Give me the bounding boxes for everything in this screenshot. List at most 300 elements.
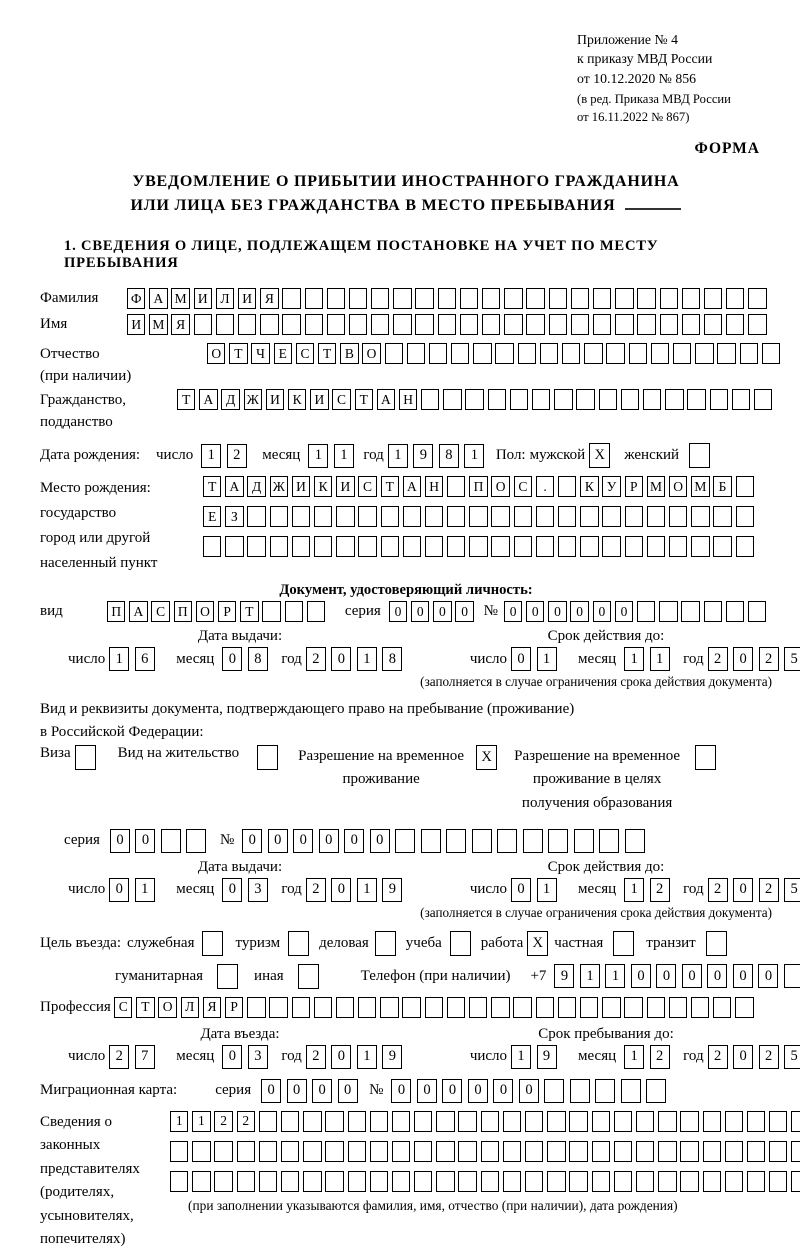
char-box[interactable] (576, 389, 594, 410)
char-box[interactable] (247, 506, 265, 527)
char-box[interactable] (791, 1141, 800, 1162)
char-box[interactable] (703, 1141, 721, 1162)
char-box[interactable] (748, 314, 766, 335)
char-box[interactable]: О (158, 997, 176, 1018)
char-box[interactable] (472, 829, 492, 853)
char-box[interactable]: М (647, 476, 665, 497)
char-box[interactable]: Е (203, 506, 221, 527)
char-box[interactable] (292, 997, 310, 1018)
char-box[interactable] (748, 288, 766, 309)
char-box[interactable]: 0 (519, 1079, 539, 1103)
char-box[interactable]: 2 (708, 647, 728, 671)
char-box[interactable] (460, 314, 478, 335)
char-box[interactable] (305, 314, 323, 335)
char-box[interactable] (736, 536, 754, 557)
char-box[interactable]: 8 (248, 647, 268, 671)
char-box[interactable] (281, 1141, 299, 1162)
char-box[interactable] (259, 1171, 277, 1192)
char-box[interactable]: 0 (338, 1079, 358, 1103)
char-box[interactable] (385, 343, 403, 364)
char-box[interactable] (732, 389, 750, 410)
visa-checkbox[interactable] (75, 745, 96, 770)
char-box[interactable] (704, 601, 722, 622)
char-box[interactable] (282, 288, 300, 309)
char-box[interactable] (592, 1111, 610, 1132)
char-box[interactable] (504, 288, 522, 309)
char-box[interactable] (314, 536, 332, 557)
char-box[interactable]: 2 (214, 1111, 232, 1132)
char-box[interactable] (570, 1079, 590, 1103)
char-box[interactable]: О (196, 601, 214, 622)
char-box[interactable] (747, 1171, 765, 1192)
char-box[interactable] (395, 829, 415, 853)
char-box[interactable]: 0 (411, 601, 429, 622)
char-box[interactable] (415, 314, 433, 335)
char-box[interactable]: 0 (548, 601, 566, 622)
char-box[interactable] (602, 506, 620, 527)
char-box[interactable] (451, 343, 469, 364)
char-box[interactable]: Ж (244, 389, 262, 410)
char-box[interactable] (624, 997, 642, 1018)
char-box[interactable] (314, 997, 332, 1018)
char-box[interactable]: Д (221, 389, 239, 410)
char-box[interactable] (458, 1141, 476, 1162)
char-box[interactable] (370, 1141, 388, 1162)
char-box[interactable] (403, 536, 421, 557)
char-box[interactable]: 0 (417, 1079, 437, 1103)
char-box[interactable] (237, 1141, 255, 1162)
char-box[interactable] (325, 1111, 343, 1132)
char-box[interactable] (680, 1111, 698, 1132)
char-box[interactable]: 7 (135, 1045, 155, 1069)
char-box[interactable] (481, 1171, 499, 1192)
char-box[interactable] (393, 314, 411, 335)
char-box[interactable] (593, 288, 611, 309)
char-box[interactable]: М (691, 476, 709, 497)
char-box[interactable] (747, 1111, 765, 1132)
char-box[interactable]: 0 (733, 647, 753, 671)
char-box[interactable]: Т (229, 343, 247, 364)
char-box[interactable]: 0 (493, 1079, 513, 1103)
char-box[interactable] (625, 536, 643, 557)
char-box[interactable] (558, 476, 576, 497)
char-box[interactable] (262, 601, 280, 622)
char-box[interactable] (348, 1111, 366, 1132)
char-box[interactable] (621, 389, 639, 410)
char-box[interactable] (658, 1141, 676, 1162)
char-box[interactable] (161, 829, 181, 853)
char-box[interactable]: 1 (511, 1045, 531, 1069)
char-box[interactable] (636, 1141, 654, 1162)
char-box[interactable] (469, 997, 487, 1018)
char-box[interactable] (754, 389, 772, 410)
char-box[interactable]: Л (181, 997, 199, 1018)
char-box[interactable] (495, 343, 513, 364)
char-box[interactable] (425, 506, 443, 527)
char-box[interactable]: Т (355, 389, 373, 410)
char-box[interactable] (491, 997, 509, 1018)
char-box[interactable] (584, 343, 602, 364)
char-box[interactable]: 0 (331, 1045, 351, 1069)
char-box[interactable] (303, 1141, 321, 1162)
char-box[interactable] (651, 343, 669, 364)
char-box[interactable]: 0 (758, 964, 778, 988)
char-box[interactable] (784, 964, 800, 988)
char-box[interactable] (636, 1111, 654, 1132)
char-box[interactable] (514, 506, 532, 527)
char-box[interactable]: 1 (580, 964, 600, 988)
char-box[interactable] (615, 288, 633, 309)
char-box[interactable] (704, 288, 722, 309)
char-box[interactable] (336, 997, 354, 1018)
char-box[interactable] (526, 288, 544, 309)
char-box[interactable] (327, 288, 345, 309)
char-box[interactable] (713, 506, 731, 527)
char-box[interactable] (491, 506, 509, 527)
char-box[interactable] (558, 506, 576, 527)
char-box[interactable]: С (296, 343, 314, 364)
char-box[interactable]: П (469, 476, 487, 497)
char-box[interactable] (713, 536, 731, 557)
char-box[interactable] (203, 536, 221, 557)
char-box[interactable] (425, 536, 443, 557)
char-box[interactable]: А (377, 389, 395, 410)
char-box[interactable] (525, 1171, 543, 1192)
char-box[interactable] (687, 389, 705, 410)
char-box[interactable]: 0 (511, 878, 531, 902)
purpose-transit-checkbox[interactable] (706, 931, 727, 956)
char-box[interactable]: О (669, 476, 687, 497)
char-box[interactable] (370, 1111, 388, 1132)
char-box[interactable]: 2 (237, 1111, 255, 1132)
char-box[interactable] (691, 536, 709, 557)
char-box[interactable] (669, 536, 687, 557)
char-box[interactable]: 1 (537, 647, 557, 671)
char-box[interactable] (392, 1171, 410, 1192)
char-box[interactable] (381, 536, 399, 557)
char-box[interactable] (214, 1141, 232, 1162)
char-box[interactable] (695, 343, 713, 364)
char-box[interactable]: О (362, 343, 380, 364)
char-box[interactable] (381, 506, 399, 527)
char-box[interactable] (510, 389, 528, 410)
char-box[interactable]: 2 (759, 878, 779, 902)
char-box[interactable]: С (151, 601, 169, 622)
char-box[interactable] (247, 536, 265, 557)
char-box[interactable] (436, 1141, 454, 1162)
char-box[interactable] (436, 1111, 454, 1132)
char-box[interactable] (569, 1171, 587, 1192)
char-box[interactable] (407, 343, 425, 364)
char-box[interactable] (580, 536, 598, 557)
char-box[interactable]: 0 (344, 829, 364, 853)
char-box[interactable]: К (314, 476, 332, 497)
char-box[interactable]: 0 (391, 1079, 411, 1103)
char-box[interactable] (647, 997, 665, 1018)
char-box[interactable] (192, 1171, 210, 1192)
char-box[interactable]: 0 (733, 964, 753, 988)
char-box[interactable]: 0 (504, 601, 522, 622)
char-box[interactable] (358, 997, 376, 1018)
char-box[interactable]: 0 (615, 601, 633, 622)
char-box[interactable] (194, 314, 212, 335)
char-box[interactable]: 2 (650, 1045, 670, 1069)
char-box[interactable] (571, 288, 589, 309)
char-box[interactable]: М (149, 314, 167, 335)
char-box[interactable] (625, 506, 643, 527)
char-box[interactable] (525, 1141, 543, 1162)
char-box[interactable] (791, 1111, 800, 1132)
char-box[interactable]: 9 (554, 964, 574, 988)
char-box[interactable]: 1 (464, 444, 484, 468)
char-box[interactable] (303, 1171, 321, 1192)
char-box[interactable] (270, 536, 288, 557)
char-box[interactable]: 0 (110, 829, 130, 853)
char-box[interactable] (747, 1141, 765, 1162)
char-box[interactable]: З (225, 506, 243, 527)
char-box[interactable]: 5 (784, 647, 800, 671)
char-box[interactable] (748, 601, 766, 622)
char-box[interactable] (307, 601, 325, 622)
char-box[interactable]: И (266, 389, 284, 410)
char-box[interactable] (725, 1141, 743, 1162)
char-box[interactable] (606, 343, 624, 364)
char-box[interactable] (532, 389, 550, 410)
char-box[interactable]: Я (171, 314, 189, 335)
char-box[interactable]: Р (225, 997, 243, 1018)
char-box[interactable] (592, 1171, 610, 1192)
char-box[interactable] (482, 288, 500, 309)
purpose-private-checkbox[interactable] (613, 931, 634, 956)
char-box[interactable] (425, 997, 443, 1018)
char-box[interactable] (281, 1171, 299, 1192)
char-box[interactable]: 1 (192, 1111, 210, 1132)
char-box[interactable]: А (403, 476, 421, 497)
char-box[interactable] (421, 829, 441, 853)
char-box[interactable] (438, 314, 456, 335)
char-box[interactable]: 0 (312, 1079, 332, 1103)
char-box[interactable]: 1 (357, 878, 377, 902)
char-box[interactable]: 0 (570, 601, 588, 622)
char-box[interactable] (421, 389, 439, 410)
char-box[interactable] (540, 343, 558, 364)
char-box[interactable] (349, 314, 367, 335)
char-box[interactable] (637, 314, 655, 335)
char-box[interactable] (214, 1171, 232, 1192)
char-box[interactable] (659, 601, 677, 622)
char-box[interactable] (270, 506, 288, 527)
char-box[interactable] (595, 1079, 615, 1103)
char-box[interactable] (704, 314, 722, 335)
char-box[interactable] (562, 343, 580, 364)
char-box[interactable]: 2 (759, 647, 779, 671)
char-box[interactable] (669, 506, 687, 527)
char-box[interactable] (621, 1079, 641, 1103)
char-box[interactable]: 2 (650, 878, 670, 902)
char-box[interactable] (436, 1171, 454, 1192)
purpose-work-checkbox[interactable]: X (527, 931, 548, 956)
char-box[interactable]: 0 (222, 1045, 242, 1069)
char-box[interactable] (336, 536, 354, 557)
char-box[interactable] (170, 1171, 188, 1192)
char-box[interactable] (646, 1079, 666, 1103)
char-box[interactable] (503, 1111, 521, 1132)
char-box[interactable]: М (171, 288, 189, 309)
char-box[interactable]: Т (240, 601, 258, 622)
char-box[interactable]: 0 (511, 647, 531, 671)
char-box[interactable] (349, 288, 367, 309)
char-box[interactable]: И (194, 288, 212, 309)
char-box[interactable] (536, 506, 554, 527)
char-box[interactable] (325, 1171, 343, 1192)
char-box[interactable] (548, 829, 568, 853)
char-box[interactable] (637, 288, 655, 309)
purpose-humanitarian-checkbox[interactable] (217, 964, 238, 989)
char-box[interactable]: 0 (593, 601, 611, 622)
char-box[interactable] (446, 829, 466, 853)
char-box[interactable] (358, 506, 376, 527)
char-box[interactable] (305, 288, 323, 309)
char-box[interactable] (547, 1171, 565, 1192)
char-box[interactable] (769, 1111, 787, 1132)
char-box[interactable] (238, 314, 256, 335)
char-box[interactable] (225, 536, 243, 557)
char-box[interactable] (726, 601, 744, 622)
char-box[interactable]: 2 (306, 1045, 326, 1069)
char-box[interactable] (703, 1171, 721, 1192)
residence-permit-checkbox[interactable] (257, 745, 278, 770)
char-box[interactable] (658, 1171, 676, 1192)
char-box[interactable] (414, 1141, 432, 1162)
char-box[interactable]: 2 (759, 1045, 779, 1069)
char-box[interactable] (569, 1141, 587, 1162)
char-box[interactable] (192, 1141, 210, 1162)
char-box[interactable]: 1 (308, 444, 328, 468)
char-box[interactable]: Р (218, 601, 236, 622)
char-box[interactable] (447, 997, 465, 1018)
char-box[interactable] (636, 1171, 654, 1192)
char-box[interactable] (414, 1171, 432, 1192)
char-box[interactable]: 0 (468, 1079, 488, 1103)
char-box[interactable] (292, 506, 310, 527)
char-box[interactable] (769, 1141, 787, 1162)
char-box[interactable]: 2 (708, 878, 728, 902)
char-box[interactable] (282, 314, 300, 335)
char-box[interactable] (503, 1171, 521, 1192)
char-box[interactable]: 0 (707, 964, 727, 988)
char-box[interactable]: 0 (293, 829, 313, 853)
char-box[interactable]: 1 (201, 444, 221, 468)
char-box[interactable]: И (127, 314, 145, 335)
char-box[interactable]: К (288, 389, 306, 410)
char-box[interactable]: 0 (331, 878, 351, 902)
char-box[interactable] (614, 1171, 632, 1192)
char-box[interactable]: А (225, 476, 243, 497)
char-box[interactable]: 1 (388, 444, 408, 468)
char-box[interactable] (614, 1141, 632, 1162)
char-box[interactable]: П (107, 601, 125, 622)
char-box[interactable] (370, 1171, 388, 1192)
char-box[interactable]: Н (399, 389, 417, 410)
char-box[interactable] (285, 601, 303, 622)
char-box[interactable]: 1 (624, 878, 644, 902)
char-box[interactable]: И (292, 476, 310, 497)
char-box[interactable] (414, 1111, 432, 1132)
char-box[interactable] (740, 343, 758, 364)
char-box[interactable] (665, 389, 683, 410)
char-box[interactable] (465, 389, 483, 410)
char-box[interactable] (680, 1141, 698, 1162)
char-box[interactable]: А (199, 389, 217, 410)
char-box[interactable]: 2 (708, 1045, 728, 1069)
char-box[interactable] (660, 314, 678, 335)
char-box[interactable]: А (129, 601, 147, 622)
char-box[interactable]: Ф (127, 288, 145, 309)
char-box[interactable] (392, 1111, 410, 1132)
char-box[interactable] (637, 601, 655, 622)
char-box[interactable] (647, 506, 665, 527)
char-box[interactable] (669, 997, 687, 1018)
char-box[interactable] (269, 997, 287, 1018)
char-box[interactable] (614, 1111, 632, 1132)
char-box[interactable] (259, 1111, 277, 1132)
char-box[interactable] (544, 1079, 564, 1103)
char-box[interactable] (643, 389, 661, 410)
rvp-education-checkbox[interactable] (695, 745, 716, 770)
char-box[interactable] (170, 1141, 188, 1162)
char-box[interactable] (791, 1171, 800, 1192)
char-box[interactable] (314, 506, 332, 527)
char-box[interactable] (392, 1141, 410, 1162)
char-box[interactable] (599, 389, 617, 410)
char-box[interactable]: 0 (733, 1045, 753, 1069)
char-box[interactable]: Т (381, 476, 399, 497)
purpose-other-checkbox[interactable] (298, 964, 319, 989)
char-box[interactable] (726, 314, 744, 335)
char-box[interactable]: Я (203, 997, 221, 1018)
char-box[interactable] (717, 343, 735, 364)
char-box[interactable] (518, 343, 536, 364)
char-box[interactable] (725, 1111, 743, 1132)
char-box[interactable] (558, 997, 576, 1018)
char-box[interactable] (673, 343, 691, 364)
char-box[interactable] (447, 536, 465, 557)
char-box[interactable]: Н (425, 476, 443, 497)
char-box[interactable] (580, 997, 598, 1018)
char-box[interactable] (574, 829, 594, 853)
char-box[interactable] (348, 1171, 366, 1192)
char-box[interactable]: С (358, 476, 376, 497)
char-box[interactable]: 0 (319, 829, 339, 853)
female-checkbox[interactable] (689, 443, 710, 468)
char-box[interactable] (371, 288, 389, 309)
char-box[interactable]: Т (136, 997, 154, 1018)
char-box[interactable] (348, 1141, 366, 1162)
char-box[interactable] (571, 314, 589, 335)
char-box[interactable]: 9 (382, 878, 402, 902)
char-box[interactable] (327, 314, 345, 335)
char-box[interactable]: 1 (624, 1045, 644, 1069)
char-box[interactable]: 1 (624, 647, 644, 671)
char-box[interactable]: 0 (109, 878, 129, 902)
char-box[interactable] (569, 1111, 587, 1132)
char-box[interactable]: С (114, 997, 132, 1018)
char-box[interactable]: 1 (357, 647, 377, 671)
char-box[interactable] (647, 536, 665, 557)
char-box[interactable]: 1 (170, 1111, 188, 1132)
char-box[interactable]: 0 (733, 878, 753, 902)
char-box[interactable] (658, 1111, 676, 1132)
